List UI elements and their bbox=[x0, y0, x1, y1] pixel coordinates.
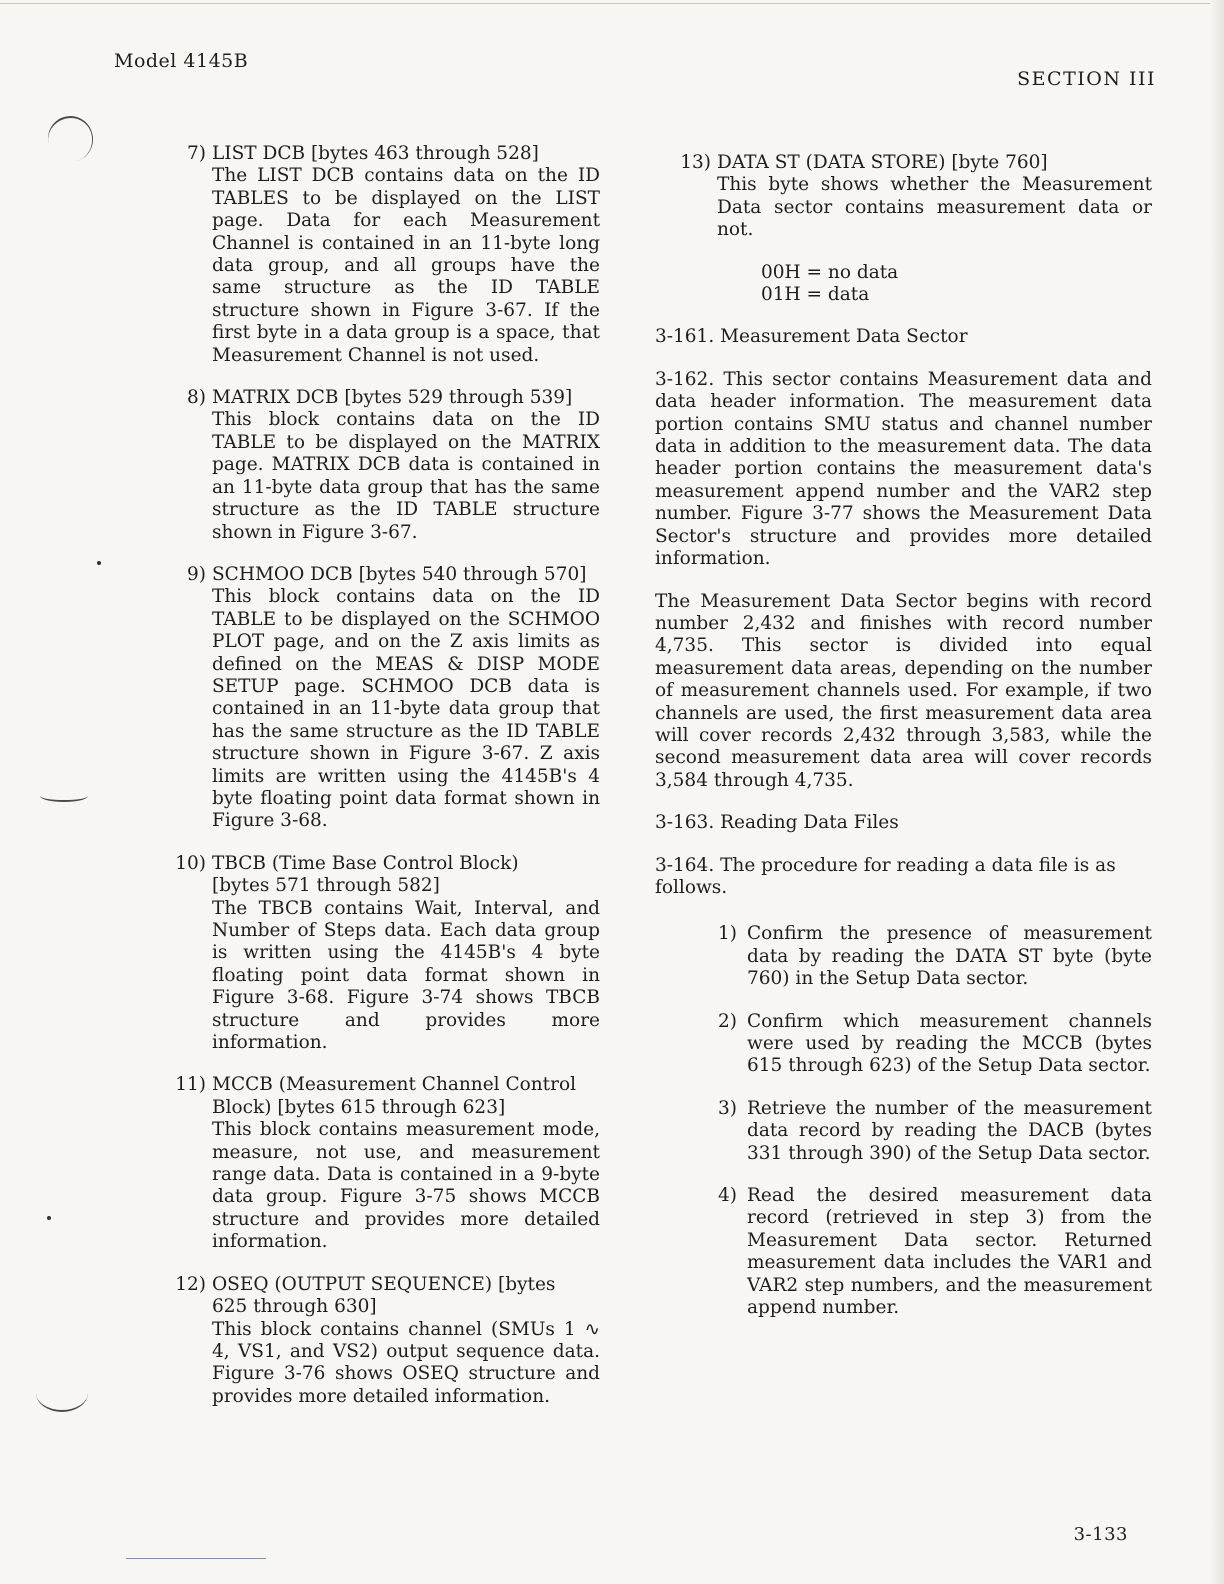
section-label: SECTION III bbox=[1017, 68, 1156, 90]
section-heading: 3-161. Measurement Data Sector bbox=[655, 326, 968, 348]
item-number: 10) bbox=[175, 852, 206, 874]
step-item bbox=[655, 923, 1152, 990]
step-text: Confirm which measurement channels were used by reading the MCCB (bytes 615 through 623) of the Setup Data sector. bbox=[747, 1010, 1152, 1077]
item-body: The TBCB contains Wait, Interval, and Number of Steps data. Each data group is written using the 4145B's 4 byte floating point data format shown in Figure 3-68. Figure 3-74 shows TBCB structure and provides more information. bbox=[212, 897, 600, 1054]
list-item bbox=[150, 1274, 600, 1408]
item-body: The LIST DCB contains data on the ID TABLES to be displayed on the LIST page. Data for each Measurement Channel is contained in an 11-byte long data group, and all groups have the same structure as the ID TABLE structure shown in Figure 3-67. If the first byte in a data group is a space, that Measurement Channel is not used. bbox=[212, 165, 600, 366]
item-number: 7) bbox=[187, 143, 206, 164]
item-body: This byte shows whether the Measurement Data sector contains measurement data or not. bbox=[717, 174, 1152, 241]
scan-speck bbox=[47, 1216, 51, 1220]
step-number: 2) bbox=[718, 1010, 737, 1032]
item-number: 12) bbox=[175, 1273, 206, 1295]
step-item bbox=[655, 1185, 1152, 1319]
list-item bbox=[150, 853, 600, 1055]
step-list bbox=[655, 923, 1152, 1319]
step-number: 4) bbox=[718, 1185, 737, 1207]
item-number: 11) bbox=[175, 1074, 206, 1096]
model-label: Model 4145B bbox=[114, 50, 249, 72]
page-edge-shadow bbox=[1210, 0, 1224, 1584]
item-title: SCHMOO DCB [bytes 540 through 570] bbox=[212, 563, 587, 585]
item-body: This block contains data on the ID TABLE to be displayed on the MATRIX page. MATRIX DCB data is contained in an 11-byte data group that has the same structure as the ID TABLE structure shown in Figure 3-67. bbox=[212, 409, 600, 543]
item-title-continued: [bytes 571 through 582] bbox=[212, 875, 440, 897]
code-list bbox=[761, 262, 1152, 307]
list-item bbox=[150, 387, 600, 544]
list-item bbox=[655, 152, 1152, 306]
item-body: This block contains channel (SMUs 1 ∿ 4, VS1, and VS2) output sequence data. Figure 3-76 shows OSEQ structure and provides more detailed information. bbox=[212, 1318, 600, 1407]
left-column bbox=[150, 143, 600, 1428]
step-text: Retrieve the number of the measurement data record by reading the DACB (bytes 331 through 390) of the Setup Data sector. bbox=[747, 1097, 1152, 1164]
step-number: 1) bbox=[718, 923, 737, 945]
paragraph: The Measurement Data Sector begins with record number 2,432 and finishes with record number 4,735. This sector is divided into equal measurement data areas, depending on the number of measurement channels used. For example, if two channels are used, the first measurement data area will cover records 2,432 through 3,583, while the second measurement data area will cover records 3,584 through 4,735. bbox=[655, 590, 1152, 791]
item-title: OSEQ (OUTPUT SEQUENCE) [bytes bbox=[212, 1273, 556, 1295]
step-item bbox=[655, 1098, 1152, 1165]
item-title-continued: 625 through 630] bbox=[212, 1296, 377, 1318]
scan-line bbox=[126, 1558, 266, 1559]
page-number: 3-133 bbox=[1073, 1524, 1128, 1545]
item-title: TBCB (Time Base Control Block) bbox=[212, 852, 519, 874]
list-item bbox=[150, 564, 600, 833]
step-text: Confirm the presence of measurement data by reading the DATA ST byte (byte 760) in the Setup Data sector. bbox=[747, 923, 1152, 990]
right-column bbox=[655, 152, 1152, 1339]
item-number: 9) bbox=[187, 563, 206, 585]
item-number: 8) bbox=[187, 387, 206, 409]
scan-speck bbox=[97, 561, 101, 565]
list-item bbox=[150, 143, 600, 367]
section-heading: 3-163. Reading Data Files bbox=[655, 812, 899, 834]
binder-mark bbox=[36, 1374, 88, 1412]
step-item bbox=[655, 1011, 1152, 1078]
binder-mark bbox=[40, 790, 88, 802]
code-no-data: 00H = no data bbox=[761, 261, 899, 283]
item-title: MATRIX DCB [bytes 529 through 539] bbox=[212, 387, 573, 409]
list-item bbox=[150, 1074, 600, 1253]
step-number: 3) bbox=[718, 1097, 737, 1119]
step-text: Read the desired measurement data record (retrieved in step 3) from the Measurement Data sector. Returned measurement data includes the VAR1 and VAR2 step numbers, and the measurement append number. bbox=[747, 1185, 1152, 1319]
paragraph: 3-164. The procedure for reading a data file is as follows. bbox=[655, 854, 1116, 898]
item-number: 13) bbox=[680, 152, 711, 173]
item-title: MCCB (Measurement Channel Control bbox=[212, 1074, 577, 1096]
item-title-continued: Block) [bytes 615 through 623] bbox=[212, 1096, 506, 1118]
item-title: LIST DCB [bytes 463 through 528] bbox=[212, 143, 539, 164]
item-body: This block contains data on the ID TABLE to be displayed on the SCHMOO PLOT page, and on the Z axis limits as defined on the MEAS & DISP MODE SETUP page. SCHMOO DCB data is contained in an 11-byte data group that has the same structure as the ID TABLE structure shown in Figure 3-67. Z axis limits are written using the 4145B's 4 byte floating point data format shown in Figure 3-68. bbox=[212, 586, 600, 832]
binder-mark bbox=[43, 111, 98, 167]
top-rule bbox=[0, 3, 1224, 4]
item-title: DATA ST (DATA STORE) [byte 760] bbox=[717, 152, 1048, 173]
code-data: 01H = data bbox=[761, 284, 870, 306]
paragraph: 3-162. This sector contains Measurement data and data header information. The measurement data portion contains SMU status and channel number data in addition to the measurement data. The data header portion contains the measurement data's measurement append number and the VAR2 step number. Figure 3-77 shows the Measurement Data Sector's structure and provides more detailed information. bbox=[655, 368, 1152, 570]
item-body: This block contains measurement mode, measure, not use, and measurement range data. Data is contained in a 9-byte data group. Figure 3-75 shows MCCB structure and provides more detailed information. bbox=[212, 1119, 600, 1253]
